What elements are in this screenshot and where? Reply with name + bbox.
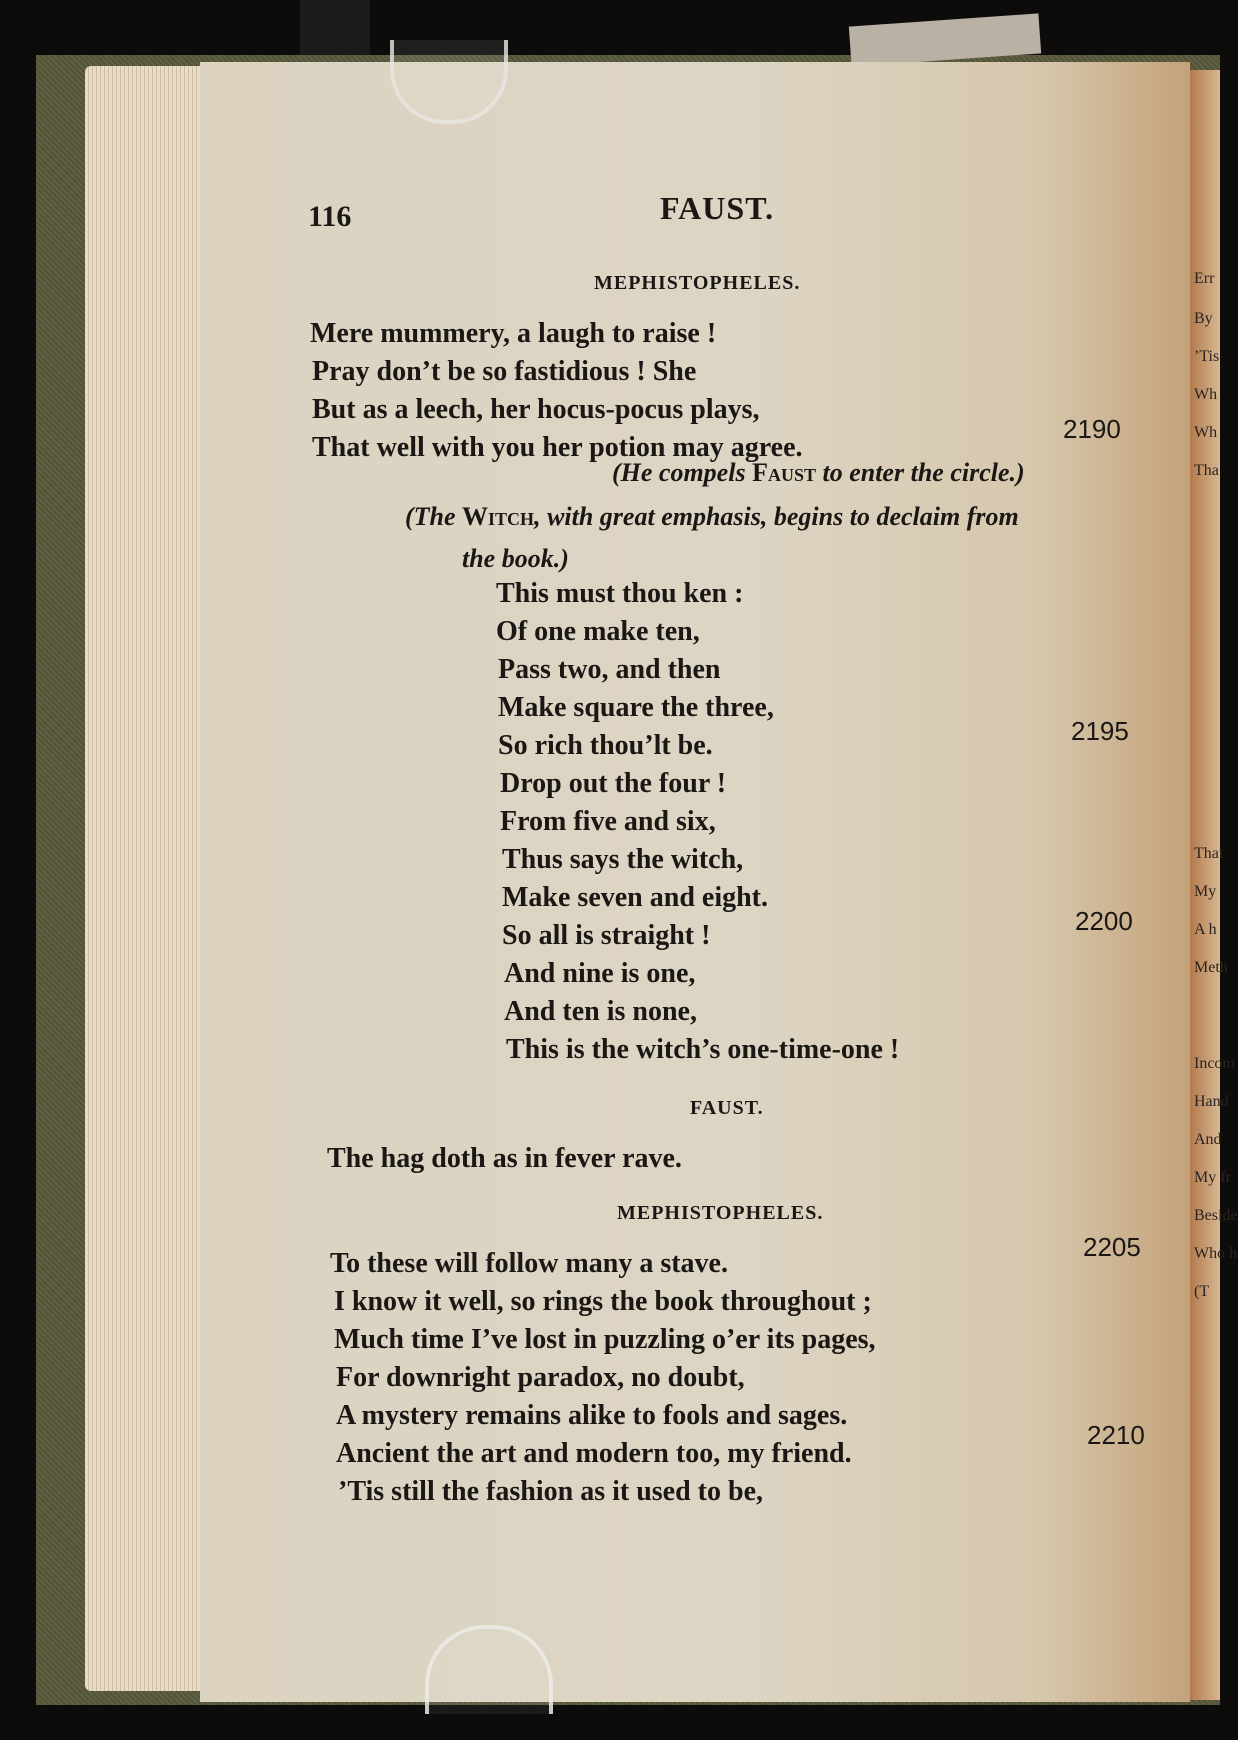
next-page-fragment: Tha bbox=[1194, 462, 1219, 479]
next-page-fragment: A h bbox=[1194, 921, 1217, 938]
running-head: FAUST. bbox=[660, 190, 775, 226]
verse-line: I know it well, so rings the book throughout ; bbox=[334, 1286, 872, 1317]
line-number: 2205 bbox=[1083, 1232, 1141, 1262]
verse-line: Drop out the four ! bbox=[500, 768, 727, 799]
verse-line: For downright paradox, no doubt, bbox=[336, 1362, 745, 1393]
speaker-heading: MEPHISTOPHELES. bbox=[594, 272, 801, 294]
verse-line: And ten is none, bbox=[504, 996, 697, 1027]
stage-direction: the book.) bbox=[462, 544, 569, 573]
verse-line: A mystery remains alike to fools and sages. bbox=[336, 1400, 848, 1431]
line-number: 2190 bbox=[1063, 414, 1121, 444]
verse-line: To these will follow many a stave. bbox=[330, 1248, 728, 1279]
speaker-heading: MEPHISTOPHELES. bbox=[617, 1202, 824, 1224]
next-page-fragment: Hand bbox=[1194, 1093, 1229, 1110]
verse-line: So all is straight ! bbox=[502, 920, 711, 951]
verse-line: So rich thou’lt be. bbox=[498, 730, 713, 761]
verse-line: From five and six, bbox=[500, 806, 716, 837]
next-page-fragment: By bbox=[1194, 310, 1213, 327]
speaker-heading: FAUST. bbox=[690, 1097, 764, 1119]
next-page-fragment: ’Tis bbox=[1194, 348, 1220, 365]
next-page-fragment: And bbox=[1194, 1131, 1222, 1148]
verse-line: Of one make ten, bbox=[496, 616, 700, 647]
ribbon-bookmark bbox=[300, 0, 370, 55]
verse-line: And nine is one, bbox=[504, 958, 696, 989]
next-page-fragment: Beside bbox=[1194, 1207, 1238, 1224]
verse-line: This must thou ken : bbox=[496, 578, 744, 609]
page-number: 116 bbox=[308, 200, 352, 233]
stage-direction: (He compels Faust to enter the circle.) bbox=[612, 458, 1025, 487]
verse-line: This is the witch’s one-time-one ! bbox=[506, 1034, 900, 1065]
verse-line: The hag doth as in fever rave. bbox=[327, 1143, 682, 1174]
verse-line: Mere mummery, a laugh to raise ! bbox=[310, 318, 717, 349]
verse-line: But as a leech, her hocus-pocus plays, bbox=[312, 394, 760, 425]
line-number: 2210 bbox=[1087, 1420, 1145, 1450]
next-page-fragment: Incom bbox=[1194, 1055, 1235, 1072]
next-page-fragment: Err bbox=[1194, 270, 1215, 287]
next-page-fragment: Meth bbox=[1194, 959, 1228, 976]
verse-line: Thus says the witch, bbox=[502, 844, 744, 875]
verse-line: Make square the three, bbox=[498, 692, 774, 723]
next-page-fragment: My bbox=[1194, 883, 1217, 900]
line-number: 2200 bbox=[1075, 906, 1133, 936]
verse-line: Pray don’t be so fastidious ! She bbox=[312, 356, 697, 387]
next-page-fragment: That bbox=[1194, 845, 1224, 862]
next-page-fragment: Who h bbox=[1194, 1245, 1238, 1262]
page-edges bbox=[85, 66, 205, 1691]
next-page-edge bbox=[1190, 70, 1238, 1700]
verse-line: Much time I’ve lost in puzzling o’er its pages, bbox=[334, 1324, 876, 1355]
verse-line: ’Tis still the fashion as it used to be, bbox=[338, 1476, 763, 1507]
stage-direction: (The Witch, with great emphasis, begins to declaim from bbox=[405, 502, 1019, 531]
verse-line: Pass two, and then bbox=[498, 654, 721, 685]
next-page-fragment: Wh bbox=[1194, 386, 1218, 403]
next-page-fragment: Wh bbox=[1194, 424, 1218, 441]
line-number: 2195 bbox=[1071, 716, 1129, 746]
next-page-fragment: My fr bbox=[1194, 1169, 1231, 1186]
verse-line: That well with you her potion may agree. bbox=[312, 432, 803, 463]
next-page-fragment: (T bbox=[1194, 1283, 1210, 1300]
verse-line: Ancient the art and modern too, my friend. bbox=[336, 1438, 852, 1469]
verse-line: Make seven and eight. bbox=[502, 882, 768, 913]
